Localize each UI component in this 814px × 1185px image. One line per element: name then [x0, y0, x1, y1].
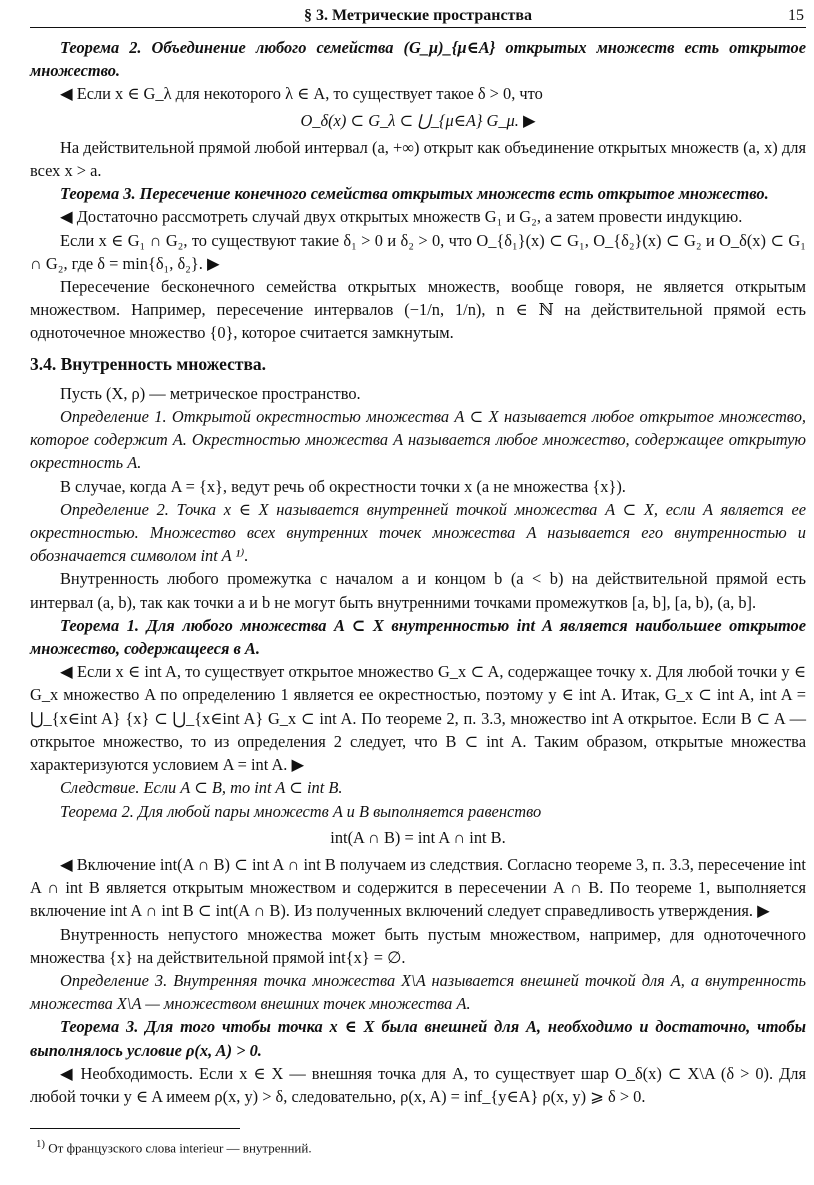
running-title: § 3. Метрические пространства [303, 7, 533, 24]
theorem-2-statement: Теорема 2. Объединение любого семейства (G_μ)_{μ∈A} открытых множеств есть открытое множество. [30, 38, 806, 81]
footnote-mark: 1) [36, 1138, 46, 1151]
paragraph: В случае, когда A = {x}, ведут речь об окрестности точки x (а не множества {x}). [60, 476, 626, 496]
section-heading: 3.4. Внутренность множества. [30, 353, 267, 374]
theorem-3-statement-b: Теорема 3. Для того чтобы точка x ∈ X была внешней для A, необходимо и достаточно, чтобы выполнялось условие ρ(x, A) > 0. [30, 1017, 806, 1060]
paragraph: Внутренность непустого множества может быть пустым множеством, например, для одноточечного множества {x} на действительной прямой int{x} = ∅. [30, 924, 806, 967]
footnote-rule [30, 1128, 240, 1129]
paragraph: Если x ∈ G₁ ∩ G₂, то существуют такие δ₁ > 0 и δ₂ > 0, что O_{δ₁}(x) ⊂ G₁, O_{δ₂}(x) ⊂ G₂ и O_δ(x) ⊂ G₁ ∩ G₂, где δ = min{δ₁, δ₂}. ▶ [30, 230, 806, 273]
proof-text: ◀ Если x ∈ G_λ для некоторого λ ∈ A, то существует такое δ > 0, что [60, 84, 543, 104]
page-header [30, 0, 806, 30]
paragraph: Пересечение бесконечного семейства открытых множеств, вообще говоря, не является открытым множеством. Например, пересечение интервалов (−1/n, 1/n), n ∈ ℕ на действительной прямой есть одноточечное множество {0}, которое считается замкнутым. [30, 277, 806, 343]
proof-text: ◀ Необходимость. Если x ∈ X — внешняя точка для A, то существует шар O_δ(x) ⊂ X\A (δ > 0). Для любой точки y ∈ A имеем ρ(x, y) > δ, следовательно, ρ(x, A) = inf_{y∈A} ρ(x, y) ⩾ δ > 0. [30, 1063, 806, 1106]
corollary: Следствие. Если A ⊂ B, то int A ⊂ int B. [60, 778, 343, 798]
proof-text: ◀ Если x ∈ int A, то существует открытое множество G_x ⊂ A, содержащее точку x. Для любой точки y ∈ G_x множество A по определению 1 является ее окрестностью, поэтому y ∈ int A. Итак, G_x ⊂ int A, int A = ⋃_{x∈int A} {x} ⊂ ⋃_{x∈int A} G_x ⊂ int A. По теореме 2, п. 3.3, множество int A открытое. Если B ⊂ A — открытое множество, то из определения 2 следует, что B ⊂ int A. Таким образом, открытые множества характеризуются условием A = int A. ▶ [30, 662, 806, 775]
formula: int(A ∩ B) = int A ∩ int B. [330, 827, 506, 847]
definition-2: Определение 2. Точка x ∈ X называется внутренней точкой множества A ⊂ X, если A является ее окрестностью. Множество всех внутренних точек множества A называется его внутренностью и обозначается символом int A ¹⁾. [30, 499, 806, 566]
page [30, 0, 806, 1160]
paragraph: На действительной прямой любой интервал (a, +∞) открыт как объединение открытых множеств (a, x) для всех x > a. [30, 137, 806, 181]
theorem-1-statement: Теорема 1. Для любого множества A ⊂ X внутренностью int A является наибольшее открытое множество, содержащееся в A. [30, 615, 806, 659]
definition-3: Определение 3. Внутренняя точка множества X\A называется внешней точкой для A, а внутренность множества X\A — множеством внешних точек множества A. [30, 970, 806, 1014]
paragraph: Пусть (X, ρ) — метрическое пространство. [60, 383, 361, 403]
theorem-3-statement: Теорема 3. Пересечение конечного семейства открытых множеств есть открытое множество. [60, 184, 769, 204]
theorem-2-statement-b: Теорема 2. Для любой пары множеств A и B выполняется равенство [60, 801, 542, 821]
proof-text: ◀ Включение int(A ∩ B) ⊂ int A ∩ int B получаем из следствия. Согласно теореме 3, п. 3.3, пересечение int A ∩ int B является открытым множеством и содержится в пересечении A ∩ B. По теореме 1, выполняется включение int A ∩ int B ⊂ int(A ∩ B). Из полученных включений следует справедливость утверждения. ▶ [30, 854, 806, 921]
formula: O_δ(x) ⊂ G_λ ⊂ ⋃_{μ∈A} G_μ. ▶ [300, 110, 536, 130]
footnote-text: От французского слова interieur — внутренний. [48, 1140, 312, 1156]
definition-1: Определение 1. Открытой окрестностью множества A ⊂ X называется любое открытое множество, которое содержит A. Окрестностью множества A называется любое множество, содержащее открытую окрестность A. [30, 407, 806, 473]
proof-text: ◀ Достаточно рассмотреть случай двух открытых множеств G₁ и G₂, а затем провести индукцию. [60, 207, 743, 227]
page-number: 15 [788, 7, 804, 24]
footnote [30, 1133, 806, 1160]
header-rule [30, 27, 806, 28]
paragraph: Внутренность любого промежутка с началом a и концом b (a < b) на действительной прямой есть интервал (a, b), так как точки a и b не могут быть внутренними точками промежутков [a, b], [a, b), (a, b]. [30, 569, 806, 612]
